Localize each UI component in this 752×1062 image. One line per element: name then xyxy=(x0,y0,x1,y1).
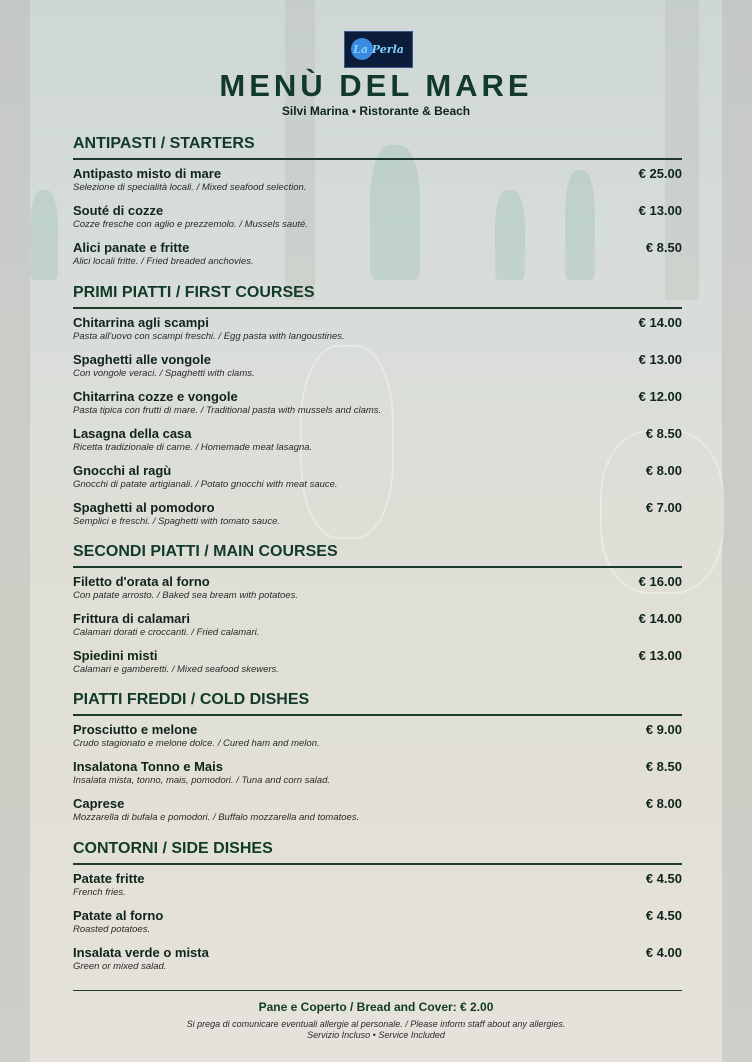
dish-price: € 8.00 xyxy=(645,463,682,478)
footer-divider xyxy=(73,990,682,991)
dish-description: Pasta tipica con frutti di mare. / Traditional pasta with mussels and clams. xyxy=(73,405,382,416)
dish-price: € 8.50 xyxy=(645,426,682,441)
menu-subtitle: Silvi Marina • Ristorante & Beach xyxy=(281,104,471,118)
dish-name: Alici panate e fritte xyxy=(73,240,190,255)
section-title: SECONDI PIATTI / MAIN COURSES xyxy=(73,543,338,560)
dish-price: € 25.00 xyxy=(638,166,682,181)
dish-name: Lasagna della casa xyxy=(73,426,192,441)
dish-name: Patate fritte xyxy=(73,871,145,886)
section-title: ANTIPASTI / STARTERS xyxy=(73,135,255,152)
dish-price: € 8.50 xyxy=(645,240,682,255)
section-title: PIATTI FREDDI / COLD DISHES xyxy=(73,691,310,708)
service-note: Servizio Incluso • Service Included xyxy=(307,1030,445,1040)
menu-title: MENÙ DEL MARE xyxy=(219,68,533,103)
dish-description: Insalata mista, tonno, mais, pomodori. / Tuna and corn salad. xyxy=(73,775,330,786)
dish-description: Con vongole veraci. / Spaghetti with clams. xyxy=(73,368,255,379)
dish-name: Antipasto misto di mare xyxy=(73,166,222,181)
section-title: PRIMI PIATTI / FIRST COURSES xyxy=(73,284,315,301)
dish-description: Cozze fresche con aglio e prezzemolo. / Mussels sauté. xyxy=(73,219,308,230)
dish-price: € 4.50 xyxy=(645,871,682,886)
dish-price: € 13.00 xyxy=(638,648,682,663)
restaurant-logo xyxy=(344,31,413,68)
section-divider xyxy=(73,863,682,865)
dish-description: Mozzarella di bufala e pomodori. / Buffalo mozzarella and tomatoes. xyxy=(73,812,360,823)
dish-name: Spaghetti alle vongole xyxy=(73,352,211,367)
section-divider xyxy=(73,307,682,309)
dish-name: Gnocchi al ragù xyxy=(73,463,172,478)
dish-description: Selezione di specialità locali. / Mixed seafood selection. xyxy=(73,182,307,193)
dish-name: Spiedini misti xyxy=(73,648,158,663)
section-divider xyxy=(73,566,682,568)
dish-price: € 8.00 xyxy=(645,796,682,811)
dish-name: Filetto d'orata al forno xyxy=(73,574,210,589)
cover-charge: Pane e Coperto / Bread and Cover: € 2.00 xyxy=(258,1000,494,1014)
logo-text: La Perla xyxy=(353,43,404,56)
dish-price: € 12.00 xyxy=(638,389,682,404)
dish-price: € 14.00 xyxy=(638,611,682,626)
dish-description: French fries. xyxy=(73,887,126,898)
dish-price: € 4.50 xyxy=(645,908,682,923)
dish-name: Insalatona Tonno e Mais xyxy=(73,759,224,774)
dish-name: Spaghetti al pomodoro xyxy=(73,500,215,515)
dish-price: € 16.00 xyxy=(638,574,682,589)
allergy-note: Si prega di comunicare eventuali allergie al personale. / Please inform staff about any allergies. xyxy=(186,1019,566,1029)
dish-description: Calamari dorati e croccanti. / Fried calamari. xyxy=(73,627,260,638)
dish-name: Prosciutto e melone xyxy=(73,722,198,737)
dish-description: Ricetta tradizionale di carne. / Homemade meat lasagna. xyxy=(73,442,313,453)
section-divider xyxy=(73,714,682,716)
dish-price: € 13.00 xyxy=(638,203,682,218)
dish-name: Caprese xyxy=(73,796,125,811)
dish-description: Con patate arrosto. / Baked sea bream with potatoes. xyxy=(73,590,298,601)
dish-name: Frittura di calamari xyxy=(73,611,191,626)
dish-price: € 9.00 xyxy=(645,722,682,737)
dish-name: Insalata verde o mista xyxy=(73,945,209,960)
dish-name: Souté di cozze xyxy=(73,203,164,218)
dish-description: Roasted potatoes. xyxy=(73,924,151,935)
dish-description: Pasta all'uovo con scampi freschi. / Egg pasta with langoustines. xyxy=(73,331,345,342)
dish-description: Green or mixed salad. xyxy=(73,961,167,972)
section-title: CONTORNI / SIDE DISHES xyxy=(73,840,273,857)
dish-name: Chitarrina cozze e vongole xyxy=(73,389,238,404)
dish-name: Chitarrina agli scampi xyxy=(73,315,209,330)
dish-description: Alici locali fritte. / Fried breaded anchovies. xyxy=(73,256,254,267)
dish-price: € 7.00 xyxy=(645,500,682,515)
dish-description: Calamari e gamberetti. / Mixed seafood skewers. xyxy=(73,664,279,675)
dish-price: € 4.00 xyxy=(645,945,682,960)
dish-description: Crudo stagionato e melone dolce. / Cured ham and melon. xyxy=(73,738,320,749)
section-divider xyxy=(73,158,682,160)
dish-price: € 13.00 xyxy=(638,352,682,367)
dish-description: Semplici e freschi. / Spaghetti with tomato sauce. xyxy=(73,516,280,527)
dish-description: Gnocchi di patate artigianali. / Potato gnocchi with meat sauce. xyxy=(73,479,338,490)
dish-price: € 8.50 xyxy=(645,759,682,774)
dish-name: Patate al forno xyxy=(73,908,164,923)
dish-price: € 14.00 xyxy=(638,315,682,330)
